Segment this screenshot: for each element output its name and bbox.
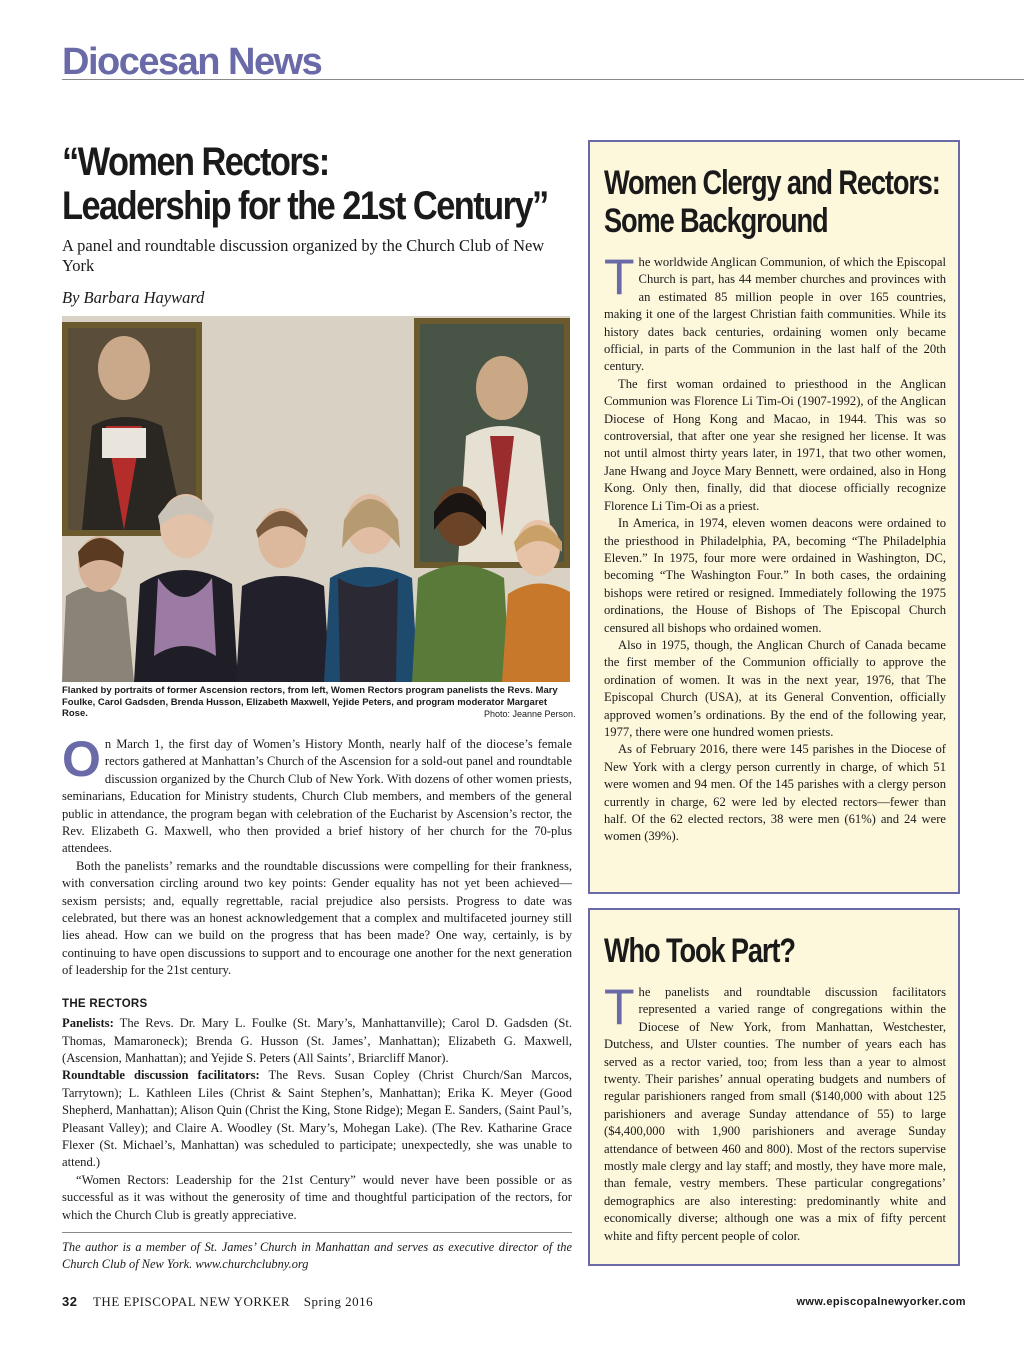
panelists-text: The Revs. Dr. Mary L. Foulke (St. Mary’s, Manhattanville); Carol D. Gadsden (St. Thomas, Mamaroneck); Brenda G. Husson (St. James’, Manhattan); Elizabeth G. Maxwell, (Ascension, Manhattan); and Yejide S. Peters (All Saints’, Briarcliff Manor).: [62, 1016, 573, 1065]
sidebar-background-paragraph-2: The first woman ordained to priesthood in the Anglican Communion was Florence Li Tim-Oi (1907-1992), of the Anglican Diocese of Hong Kong and Macao, in 1944. This was so controversial, that after one year she resigned her license. It was not until almost thirty years later, in 1971, that two other women, Jane Hwang and Joyce Mary Bennett, were ordained, also in Hong Kong. Only then, finally, did that diocese officially recognize Florence Li Tim-Oi as a priest.: [604, 376, 946, 513]
group-photo-illustration: [62, 316, 570, 682]
sidebar-background-paragraph-5: As of February 2016, there were 145 parishes in the Diocese of New York with a clergy person currently in charge, of which 51 were women and 94 men. Of the 145 parishes with a clergy person currently in charge, 62 were led by elected rectors—fewer than half. Of the 62 elected rectors, 38 were men (61%) and 24 were women (39%).: [604, 742, 946, 844]
sidebar-who-took-part-title: Who Took Part?: [604, 932, 795, 970]
sidebar-background-dropcap: T: [604, 249, 635, 305]
issue-label: Spring 2016: [303, 1294, 374, 1309]
section-title: Diocesan News: [62, 41, 322, 83]
sidebar-background-title: [604, 164, 940, 240]
sidebar-background-paragraph-4: Also in 1975, though, the Anglican Church of Canada became the first member of the Communion officially to approve the ordination of women. It was in the next year, 1976, that The Episcopal Church (USA), at its General Convention, officially approved women’s ordinations. By the end of the following year, 1977, there were one hundred women priests.: [604, 637, 946, 739]
article-dropcap: O: [62, 731, 101, 787]
headline-line-2: Leadership for the 21st Century”: [62, 184, 548, 228]
page-footer: [62, 1294, 373, 1310]
sidebar-background-body: [604, 249, 946, 846]
article-paragraph-final: “Women Rectors: Leadership for the 21st Century” would never have been possible or as successful as it was without the generosity of time and thoughtful participation of the rectors, for which the Church Club is greatly appreciative.: [62, 1172, 572, 1222]
article-paragraph-1-text: n March 1, the first day of Women’s History Month, nearly half of the diocese’s female rectors gathered at Manhattan’s Church of the Ascension for a sold-out panel and roundtable discussion organized by the Church Club of New York. With dozens of other women priests, seminarians, Education for Ministry students, Church Club members, and members of the general public in attendance, the program began with celebration of the Eucharist by Ascension’s rector, the Rev. Elizabeth G. Maxwell, who then provided a brief history of her church for the 70-plus attendees.: [62, 737, 572, 856]
panelists-label: Panelists:: [62, 1016, 114, 1031]
article-headline: [62, 140, 548, 228]
publication-name: THE EPISCOPAL NEW YORKER: [92, 1294, 291, 1309]
sidebar-who-took-part: [588, 908, 960, 1266]
article-paragraph-1: [62, 731, 572, 858]
photo-caption: Flanked by portraits of former Ascension rectors, from left, Women Rectors program panelists the Revs. Mary Foulke, Carol Gadsden, Brenda Husson, Elizabeth Maxwell, Yejide Peters, and program moderator Margaret Rose.: [62, 685, 558, 719]
sidebar-background: [588, 140, 960, 894]
sidebar-who-took-part-paragraph: [604, 979, 946, 1245]
article-paragraph-2: Both the panelists’ remarks and the roundtable discussions were compelling for their frankness, with conversation circling around two key points: Gender equality has not yet been achieved—sexism persists; and, equally regrettable, racial prejudice also persists. Progress to date was celebrated, but there was an honest acknowledgement that a complex and multifaceted journey still lies ahead. How can we build on the progress that has been made? One way, certainly, is by continuing to have open discussions to support and to encourage one another for the next generation of leadership for the 21st century.: [62, 858, 572, 978]
group-photo: [62, 316, 570, 682]
sidebar-background-title-line-1: Women Clergy and Rectors:: [604, 164, 940, 202]
article-byline: By Barbara Hayward: [62, 288, 205, 307]
facilitators-paragraph: [62, 1067, 572, 1171]
facilitators-text: The Revs. Susan Copley (Christ Church/San Marcos, Tarrytown); L. Kathleen Liles (Christ & Saint Stephen’s, Manhattan); Erika K. Meyer (Good Shepherd, Manhattan); Alison Quin (Christ the King, Stone Ridge); Megan E. Sanders, (Saint Paul’s, Pleasant Valley); and Claire A. Woodley (St. Mary’s, Mohegan Lake). (The Rev. Katharine Grace Flexer (St. Michael’s, Manhattan) was scheduled to participate; unexpectedly, she was unable to attend.): [62, 1068, 572, 1170]
sidebar-background-title-line-2: Some Background: [604, 202, 828, 240]
article-deck: A panel and roundtable discussion organized by the Church Club of New York: [62, 236, 545, 275]
facilitators-label: Roundtable discussion facilitators:: [62, 1068, 260, 1083]
sidebar-who-took-part-body: [604, 979, 946, 1245]
rectors-heading: THE RECTORS: [62, 997, 148, 1010]
website-url: www.episcopalnewyorker.com: [796, 1296, 966, 1308]
article-body: [62, 731, 573, 1224]
sidebar-background-paragraph-3: In America, in 1974, eleven women deacons were ordained to the priesthood in Philadelphia, PA, becoming “The Philadelphia Eleven.” In 1975, four more were ordained in Washington, DC, becoming “The Washington Four.” In both cases, the ordaining bishops were retired or resigned. Immediately following the 1975 ordinations, the House of Bishops of The Episcopal Church censured all bishops who ordained women.: [604, 516, 946, 635]
sidebar-background-paragraph-1-text: he worldwide Anglican Communion, of which the Episcopal Church is part, has 44 member churches and provinces with an estimated 85 million people in over 165 countries, making it one of the largest Christian faith communities. While its history dates back centuries, ordaining women only became official, in parts of the Communion in the last half of the 20th century.: [604, 255, 946, 374]
headline-line-1: “Women Rectors:: [62, 140, 329, 184]
section-header: [62, 40, 1024, 83]
sidebar-who-took-part-text: he panelists and roundtable discussion facilitators represented a varied range of congregations within the Diocese of New York, from Manhattan, Westchester, Dutchess, and Ulster counties. The number of years each has served as a rector varied, too; from less than a year to almost twenty. Their parishes’ annual operating budgets and numbers of regular parishioners ranged from small ($140,000 with about 125 parishioners and average Sunday attendance of 55) to large ($4,400,000 with 1,900 parishioners and average Sunday attendance of between 460 and 800). Most of the rectors supervise mostly male clergy and lay staff; and mostly, they have more male, than female, vestry members. These particular congregations’ demographics are also interesting: predominantly white and economically diverse; although one was a mix of fifty percent white and fifty percent people of color.: [604, 985, 946, 1243]
author-note: The author is a member of St. James’ Church in Manhattan and serves as executive director of the Church Club of New York. www.churchclubny.org: [62, 1232, 572, 1273]
photo-credit: Photo: Jeanne Person.: [484, 709, 576, 719]
panelists-paragraph: [62, 1015, 572, 1067]
sidebar-background-paragraph-1: [604, 249, 946, 376]
sidebar-who-took-part-dropcap: T: [604, 979, 635, 1035]
page-number: 32: [62, 1294, 78, 1309]
